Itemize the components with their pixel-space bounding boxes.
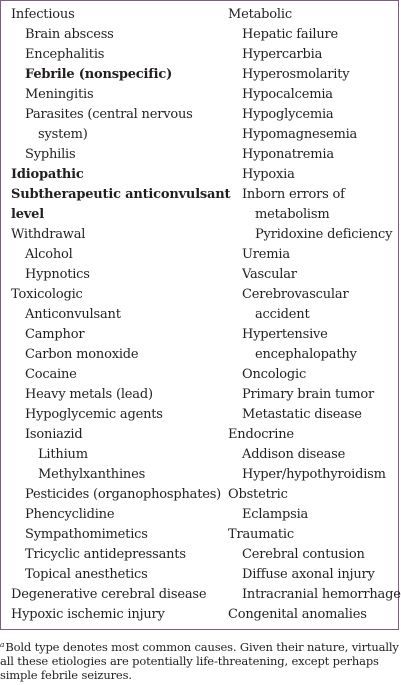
list-item: system) — [38, 127, 88, 142]
list-item: Inborn errors of — [242, 187, 345, 202]
list-item: Anticonvulsant — [25, 307, 121, 322]
list-item: Methylxanthines — [38, 467, 146, 482]
list-item: Hepatic failure — [242, 27, 339, 42]
list-item: Hypnotics — [25, 267, 90, 282]
list-item: Primary brain tumor — [242, 387, 375, 402]
list-item: Metabolic — [228, 7, 292, 22]
list-item: Infectious — [11, 7, 75, 22]
list-item: Metastatic disease — [242, 407, 362, 422]
list-item: Hypoxic ischemic injury — [11, 607, 165, 622]
list-item: Pesticides (organophosphates) — [25, 487, 222, 502]
list-item: Alcohol — [25, 247, 73, 262]
list-item: Hypercarbia — [242, 47, 323, 62]
list-item: Addison disease — [242, 447, 346, 462]
list-item: Hyper/hypothyroidism — [242, 467, 386, 482]
list-item: Brain abscess — [25, 27, 114, 42]
list-item: Cerebral contusion — [242, 547, 365, 562]
list-item: Syphilis — [25, 147, 76, 162]
list-item: Hypertensive — [242, 327, 328, 342]
list-item: Hyponatremia — [242, 147, 334, 162]
list-item: Camphor — [25, 327, 85, 342]
list-item: Traumatic — [228, 527, 294, 542]
list-item: Hypocalcemia — [242, 87, 333, 102]
list-item: Toxicologic — [11, 287, 83, 302]
list-item: accident — [255, 307, 310, 322]
list-item: Cocaine — [25, 367, 77, 382]
list-item: Degenerative cerebral disease — [11, 587, 207, 602]
list-item: Encephalitis — [25, 47, 105, 62]
list-item: Lithium — [38, 447, 88, 462]
list-item: Hypomagnesemia — [242, 127, 358, 142]
list-item: Subtherapeutic anticonvulsant — [11, 187, 231, 202]
list-item: Hypoglycemic agents — [25, 407, 163, 422]
list-item: Endocrine — [228, 427, 294, 442]
list-item: Hypoglycemia — [242, 107, 334, 122]
list-item: Eclampsia — [242, 507, 309, 522]
footnote-marker: a — [0, 640, 5, 649]
list-item: Phencyclidine — [25, 507, 115, 522]
list-item: Meningitis — [25, 87, 94, 102]
list-item: Topical anesthetics — [25, 567, 148, 582]
list-item: Diffuse axonal injury — [242, 567, 375, 582]
list-item: Vascular — [242, 267, 297, 282]
list-item: Pyridoxine deficiency — [255, 227, 393, 242]
list-item: Febrile (nonspecific) — [25, 67, 173, 82]
list-item: Heavy metals (lead) — [25, 387, 153, 402]
list-item: Sympathomimetics — [25, 527, 148, 542]
list-item: Carbon monoxide — [25, 347, 139, 362]
list-item: Intracranial hemorrhage — [242, 587, 401, 602]
list-item: Oncologic — [242, 367, 307, 382]
list-item: metabolism — [255, 207, 330, 222]
list-item: level — [11, 207, 44, 222]
list-item: Tricyclic antidepressants — [25, 547, 186, 562]
list-item: Congenital anomalies — [228, 607, 367, 622]
footnote-text: Bold type denotes most common causes. Given their nature, virtually all these etiologies are potentially life-threatening, except perhaps simple febrile seizures. — [0, 640, 399, 682]
list-item: Cerebrovascular — [242, 287, 349, 302]
list-item: Obstetric — [228, 487, 288, 502]
list-item: Hypoxia — [242, 167, 295, 182]
footnote — [0, 638, 399, 682]
list-item: Uremia — [242, 247, 290, 262]
left-column — [11, 5, 231, 625]
list-item: Withdrawal — [11, 227, 86, 242]
list-item: Isoniazid — [25, 427, 83, 442]
right-column — [228, 5, 401, 625]
list-item: Idiopathic — [11, 167, 84, 182]
list-item: encephalopathy — [255, 347, 357, 362]
list-item: Hyperosmolarity — [242, 67, 350, 82]
list-item: Parasites (central nervous — [25, 107, 193, 122]
